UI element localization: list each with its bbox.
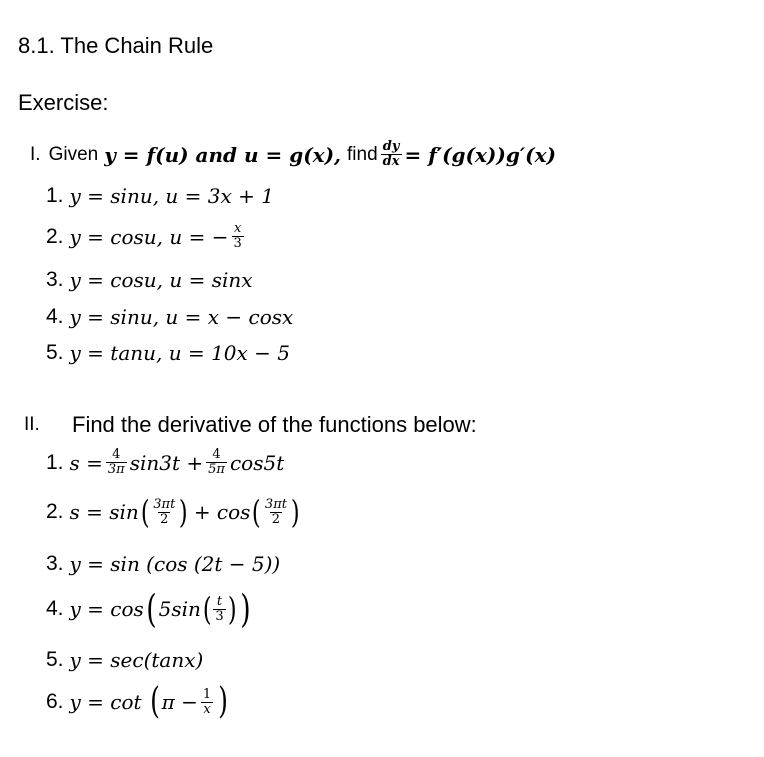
part1-item-1 bbox=[46, 184, 274, 208]
item-fraction bbox=[206, 448, 227, 477]
part1-find: find bbox=[347, 143, 378, 165]
fraction-denominator: 3 bbox=[233, 236, 242, 251]
fraction-numerator: 1 bbox=[202, 686, 212, 702]
fraction-numerator: 3πt bbox=[153, 496, 176, 512]
item-number: 4. bbox=[46, 305, 64, 328]
part1-item-5 bbox=[46, 341, 290, 365]
part2-header bbox=[24, 412, 477, 438]
left-paren: ( bbox=[149, 681, 160, 722]
part1-header bbox=[30, 140, 556, 169]
item-expression: sin3t + bbox=[129, 450, 204, 475]
right-paren: ) bbox=[218, 681, 229, 722]
part2-instruction: Find the derivative of the functions below: bbox=[72, 412, 477, 437]
item-expression: y = cot bbox=[69, 690, 142, 714]
item-number: 2. bbox=[46, 500, 64, 523]
left-paren: ( bbox=[146, 587, 157, 631]
item-expression: π − bbox=[161, 690, 198, 714]
item-number: 2. bbox=[46, 224, 64, 248]
item-expression: s = sin bbox=[69, 500, 139, 524]
dy-numerator: dy bbox=[382, 139, 400, 154]
item-number: 3. bbox=[46, 552, 64, 575]
item-expression: y = tanu, u = 10x − 5 bbox=[69, 341, 291, 365]
fraction-denominator: x bbox=[203, 701, 211, 717]
part1-statement: y = f(u) and u = g(x), bbox=[104, 142, 342, 167]
left-paren: ( bbox=[252, 493, 262, 531]
item-expression: s = bbox=[69, 450, 103, 475]
fraction-numerator: 4 bbox=[112, 447, 121, 462]
item-number: 1. bbox=[46, 184, 64, 207]
part1-item-3 bbox=[46, 268, 253, 292]
fraction-denominator: 5π bbox=[208, 462, 225, 477]
dy-dx-fraction bbox=[381, 140, 402, 169]
item-expression: y = sinu, u = 3x + 1 bbox=[69, 184, 274, 208]
exercise-label: Exercise: bbox=[18, 90, 109, 115]
item-fraction bbox=[151, 498, 177, 527]
dx-denominator: dx bbox=[382, 154, 400, 169]
right-paren: ) bbox=[240, 587, 251, 631]
item-expression: cos5t bbox=[229, 450, 285, 475]
item-fraction bbox=[263, 498, 289, 527]
part1-roman: I. bbox=[30, 143, 41, 165]
item-expression: y = cosu, u = − bbox=[69, 224, 229, 249]
item-number: 3. bbox=[46, 268, 64, 291]
right-paren: ) bbox=[227, 590, 237, 628]
item-expression: + cos bbox=[193, 500, 251, 524]
part2-roman: II. bbox=[24, 414, 40, 435]
right-paren: ) bbox=[290, 493, 300, 531]
part2-item-4 bbox=[46, 587, 253, 631]
right-paren: ) bbox=[179, 493, 188, 531]
fraction-denominator: 2 bbox=[271, 511, 281, 527]
section-title: 8.1. The Chain Rule bbox=[18, 33, 214, 58]
fraction-denominator: 2 bbox=[160, 511, 169, 527]
item-expression: y = sin (cos (2t − 5)) bbox=[69, 552, 281, 576]
part2-item-1 bbox=[46, 448, 284, 477]
fraction-numerator: x bbox=[233, 221, 242, 236]
left-paren: ( bbox=[140, 493, 150, 531]
item-number: 6. bbox=[46, 690, 64, 713]
item-number: 5. bbox=[46, 648, 64, 671]
chain-rule-formula: = f′(g(x))g′(x) bbox=[404, 142, 556, 167]
item-fraction bbox=[106, 448, 127, 477]
item-expression: 5sin bbox=[158, 597, 201, 621]
item-fraction bbox=[232, 222, 244, 251]
item-number: 4. bbox=[46, 597, 64, 620]
item-expression: y = sinu, u = x − cosx bbox=[69, 305, 294, 329]
fraction-denominator: 3 bbox=[215, 608, 224, 624]
fraction-numerator: t bbox=[216, 593, 223, 609]
fraction-numerator: 4 bbox=[212, 447, 221, 462]
item-expression: y = cosu, u = sinx bbox=[69, 268, 253, 292]
part2-item-2 bbox=[46, 493, 301, 531]
item-fraction bbox=[213, 595, 225, 624]
fraction-numerator: 3πt bbox=[264, 496, 287, 512]
part1-given: Given bbox=[48, 143, 99, 165]
part2-item-5 bbox=[46, 648, 203, 672]
part1-item-4 bbox=[46, 305, 293, 329]
item-expression: y = cos bbox=[69, 597, 144, 621]
part1-item-2 bbox=[46, 222, 247, 251]
item-fraction bbox=[201, 688, 213, 717]
item-number: 5. bbox=[46, 341, 64, 364]
part2-item-6 bbox=[46, 681, 230, 722]
item-number: 1. bbox=[46, 450, 64, 474]
left-paren: ( bbox=[202, 590, 212, 628]
part2-item-3 bbox=[46, 552, 280, 576]
item-expression: y = sec(tanx) bbox=[69, 648, 204, 672]
fraction-denominator: 3π bbox=[107, 462, 125, 477]
